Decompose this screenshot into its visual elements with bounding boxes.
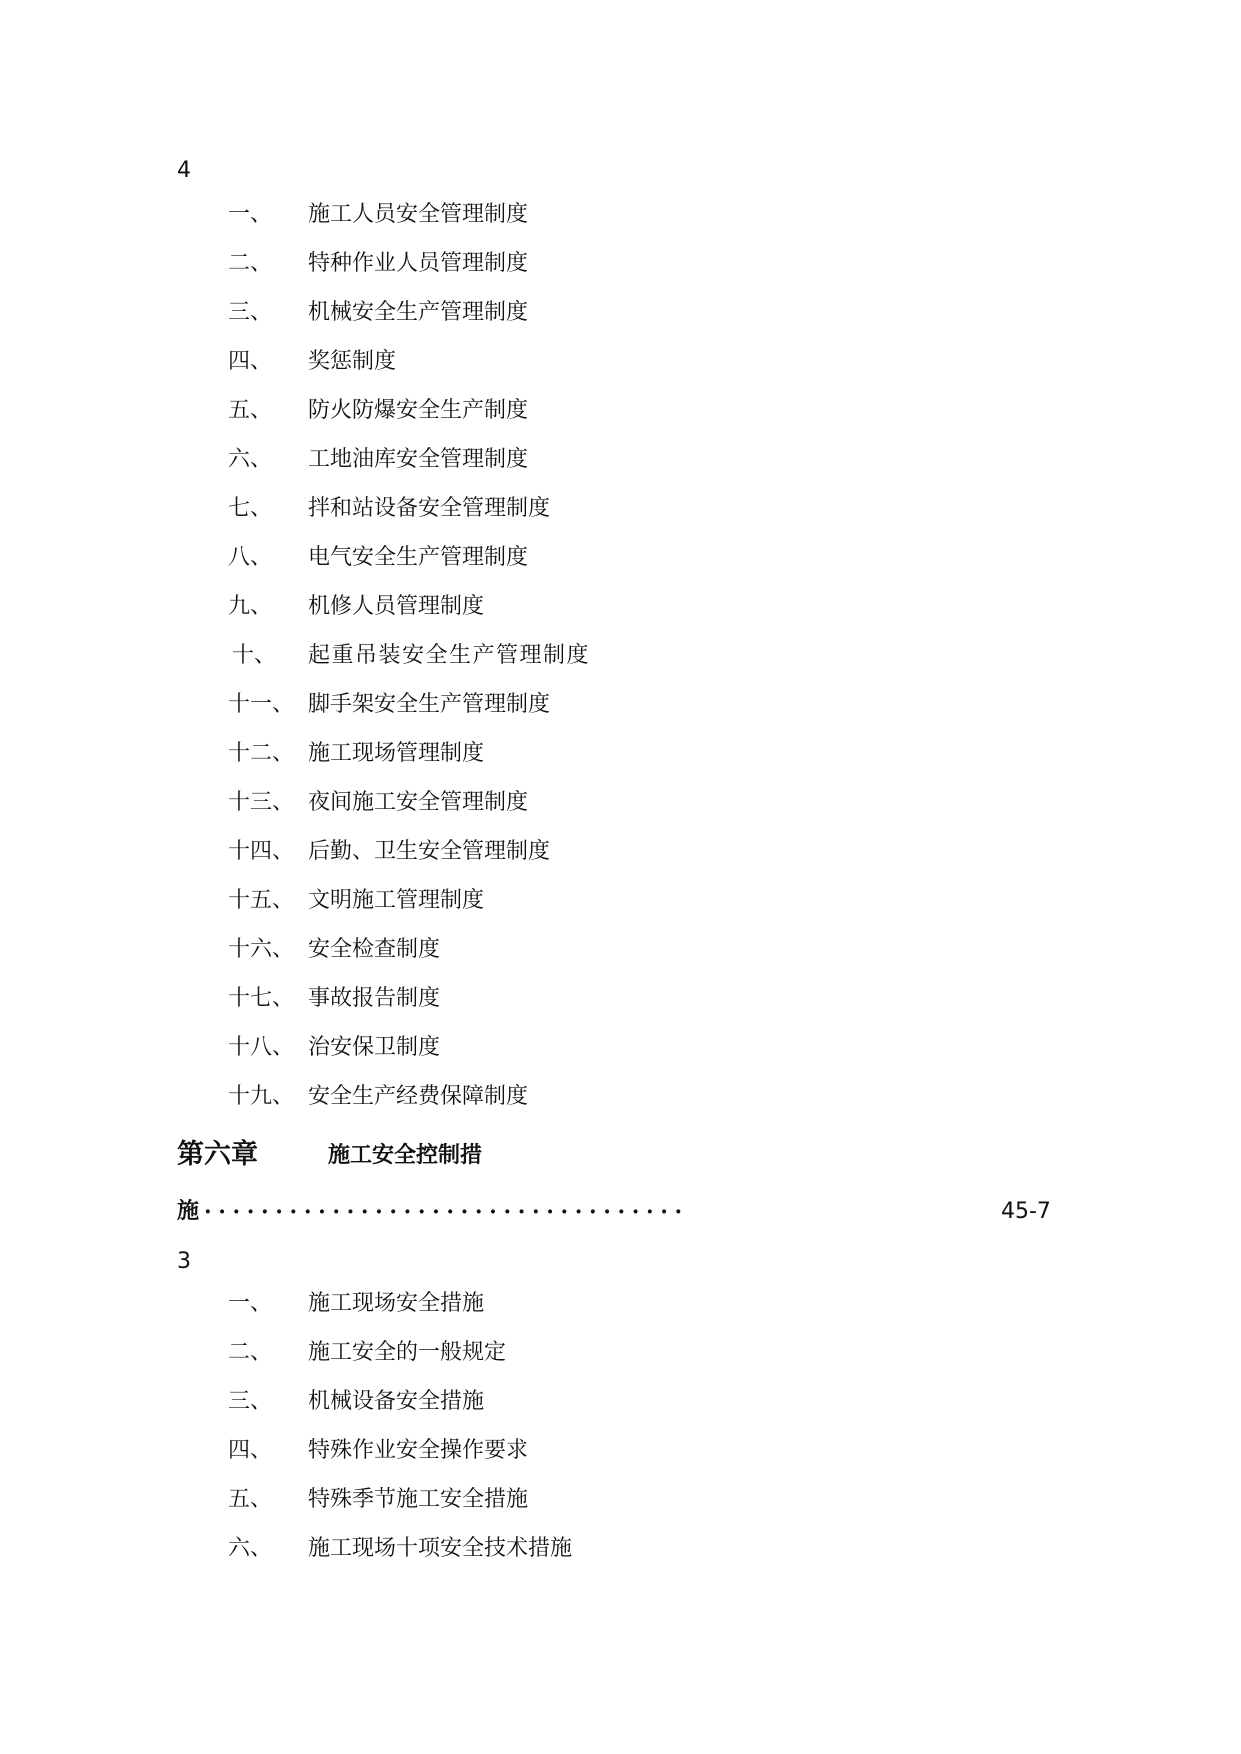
toc-entry-number: 六、 [228, 447, 273, 472]
toc-entry[interactable] [0, 547, 1241, 577]
toc-entry-number: 七、 [228, 496, 273, 521]
toc-entry-number: 八、 [228, 545, 273, 570]
toc-entry[interactable] [0, 694, 1241, 724]
toc-entry-title: 拌和站设备安全管理制度 [308, 496, 551, 521]
toc-entry-number: 十六、 [228, 937, 295, 962]
toc-entry-title: 特种作业人员管理制度 [308, 251, 529, 276]
toc-entry[interactable] [0, 1489, 1241, 1519]
toc-entry[interactable] [0, 400, 1241, 430]
toc-entry-title: 文明施工管理制度 [308, 888, 485, 913]
toc-entry[interactable] [0, 1342, 1241, 1372]
toc-entry-title: 安全生产经费保障制度 [308, 1084, 529, 1109]
toc-entry-number: 十三、 [228, 790, 295, 815]
toc-entry-number: 三、 [228, 1389, 273, 1414]
toc-entry[interactable] [0, 841, 1241, 871]
toc-entry[interactable] [0, 1086, 1241, 1116]
toc-entry[interactable] [0, 1293, 1241, 1323]
toc-entry-number: 十七、 [228, 986, 295, 1011]
chapter-page-range-continuation: 3 [177, 1249, 191, 1274]
toc-entry-number: 十八、 [228, 1035, 295, 1060]
toc-entry-title: 治安保卫制度 [308, 1035, 441, 1060]
toc-entry[interactable] [0, 1538, 1241, 1568]
toc-entry-number: 一、 [228, 202, 273, 227]
toc-entry-title: 施工人员安全管理制度 [308, 202, 529, 227]
toc-entry-title: 夜间施工安全管理制度 [308, 790, 529, 815]
toc-entry[interactable] [0, 743, 1241, 773]
toc-entry-number: 四、 [228, 1438, 273, 1463]
toc-entry-title: 机械设备安全措施 [308, 1389, 485, 1414]
toc-entry-title: 工地油库安全管理制度 [308, 447, 529, 472]
toc-entry[interactable] [0, 890, 1241, 920]
toc-entry-number: 九、 [228, 594, 273, 619]
toc-entry-title: 起重吊装安全生产管理制度 [308, 643, 591, 668]
toc-entry-number: 十五、 [228, 888, 295, 913]
toc-entry-number: 十九、 [228, 1084, 295, 1109]
toc-entry[interactable] [0, 988, 1241, 1018]
toc-entry-number: 一、 [228, 1291, 273, 1316]
toc-entry-title: 脚手架安全生产管理制度 [308, 692, 551, 717]
toc-entry-title: 事故报告制度 [308, 986, 441, 1011]
toc-entry-title: 特殊作业安全操作要求 [308, 1438, 529, 1463]
toc-entry-title: 机修人员管理制度 [308, 594, 485, 619]
toc-entry-number: 十、 [232, 643, 277, 668]
toc-entry-title: 特殊季节施工安全措施 [308, 1487, 529, 1512]
toc-entry-title: 后勤、卫生安全管理制度 [308, 839, 551, 864]
toc-entry[interactable] [0, 1037, 1241, 1067]
toc-entry[interactable] [0, 596, 1241, 626]
toc-entry-number: 五、 [228, 398, 273, 423]
toc-entry-number: 十一、 [228, 692, 295, 717]
toc-entry[interactable] [0, 253, 1241, 283]
toc-entry[interactable] [0, 792, 1241, 822]
toc-entry-title: 奖惩制度 [308, 349, 397, 374]
toc-entry[interactable] [0, 449, 1241, 479]
toc-entry-title: 施工现场十项安全技术措施 [308, 1536, 573, 1561]
chapter-page-range: 45-7 [1001, 1199, 1051, 1224]
toc-entry[interactable] [0, 351, 1241, 381]
toc-entry[interactable] [0, 498, 1241, 528]
toc-entry-title: 机械安全生产管理制度 [308, 300, 529, 325]
toc-entry-number: 二、 [228, 1340, 273, 1365]
toc-entry[interactable] [0, 1391, 1241, 1421]
toc-entry-number: 五、 [228, 1487, 273, 1512]
toc-entry[interactable] [0, 645, 1241, 675]
toc-entry-number: 十二、 [228, 741, 295, 766]
toc-entry-title: 施工现场安全措施 [308, 1291, 485, 1316]
toc-entry-title: 防火防爆安全生产制度 [308, 398, 529, 423]
toc-entry-number: 四、 [228, 349, 273, 374]
toc-entry-title: 施工安全的一般规定 [308, 1340, 507, 1365]
chapter-title: 施工安全控制措 [328, 1143, 483, 1168]
chapter-label: 第六章 [177, 1139, 258, 1170]
toc-entry[interactable] [0, 939, 1241, 969]
dot-leader: ·································· [204, 1199, 689, 1225]
toc-entry-number: 六、 [228, 1536, 273, 1561]
toc-entry-number: 十四、 [228, 839, 295, 864]
toc-entry-title: 安全检查制度 [308, 937, 441, 962]
page-number-fragment: 4 [177, 158, 191, 183]
toc-entry-number: 二、 [228, 251, 273, 276]
toc-entry-title: 施工现场管理制度 [308, 741, 485, 766]
toc-entry[interactable] [0, 1440, 1241, 1470]
chapter-title-continuation: 施 [177, 1199, 200, 1224]
toc-entry-number: 三、 [228, 300, 273, 325]
toc-entry[interactable] [0, 204, 1241, 234]
toc-entry-title: 电气安全生产管理制度 [308, 545, 529, 570]
toc-entry[interactable] [0, 302, 1241, 332]
